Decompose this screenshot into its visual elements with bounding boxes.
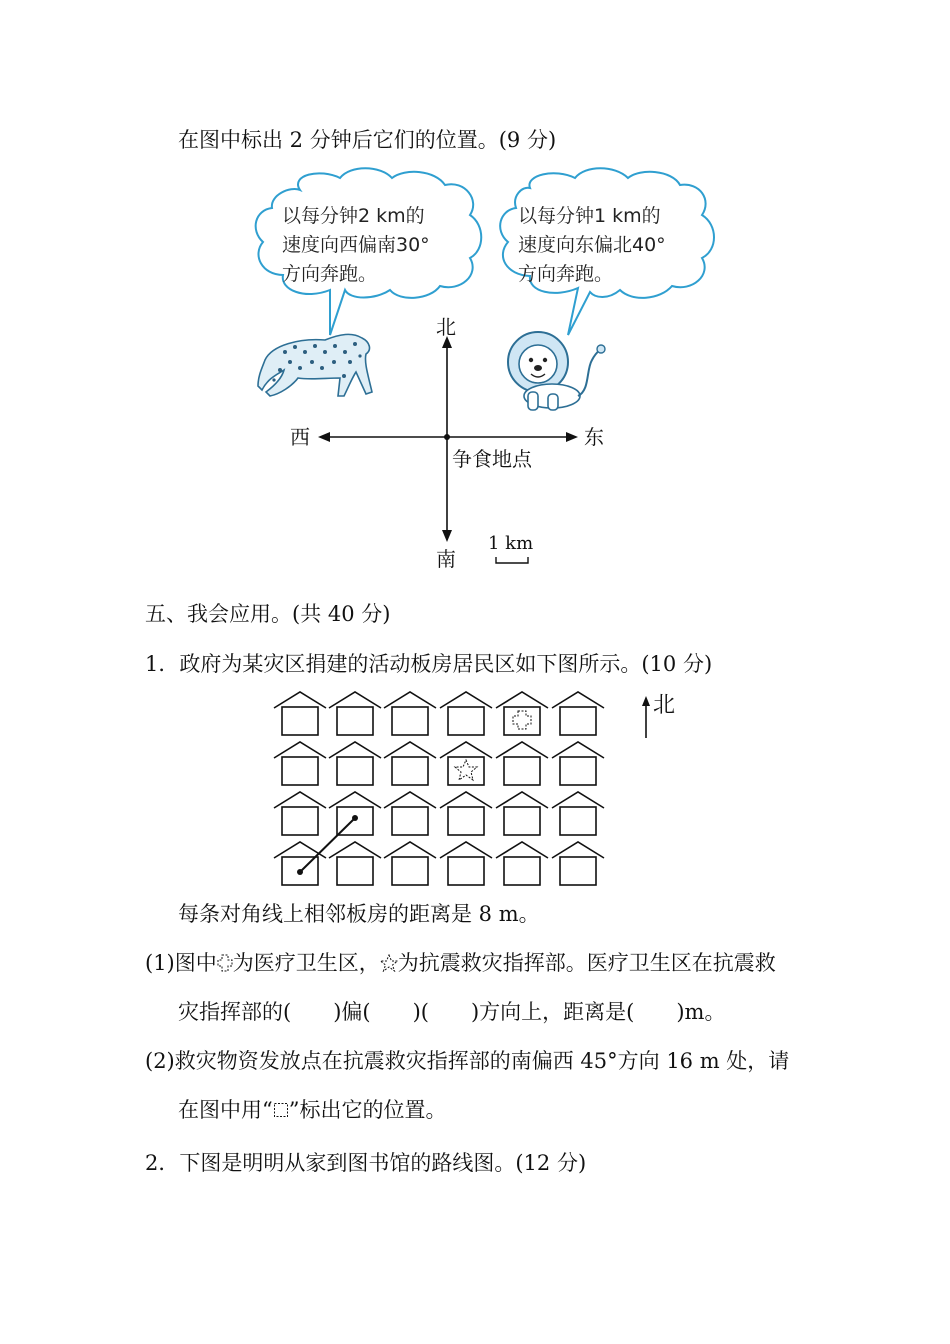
diagonal-example-line <box>300 818 355 872</box>
q1-sub2-part2: ”标出它的位置。 <box>288 1098 447 1122</box>
leopard-bubble-line1: 以每分钟2 km的 <box>282 205 425 227</box>
west-arrow-head <box>318 432 330 442</box>
q1-sub2-line2 <box>178 1096 447 1124</box>
medical-cross-icon <box>513 711 531 729</box>
origin-label: 争食地点 <box>452 447 532 471</box>
lion-bubble-line3: 方向奔跑。 <box>518 263 614 285</box>
q1-sub1-part1: (1)图中 <box>145 951 217 975</box>
lion-bubble-line1: 以每分钟1 km的 <box>518 205 661 227</box>
intro-instruction: 在图中标出 2 分钟后它们的位置。(9 分) <box>178 128 557 152</box>
grid-north-label: 北 <box>653 693 676 718</box>
scale-label: 1 km <box>488 533 534 554</box>
q1-sub1-part3: 为抗震救灾指挥部。医疗卫生区在抗震救 <box>397 951 776 975</box>
north-label: 北 <box>436 315 456 339</box>
q1-sub1-line1 <box>145 949 776 977</box>
star-icon <box>380 954 398 972</box>
south-arrow-head <box>442 530 452 542</box>
south-label: 南 <box>436 547 456 571</box>
lion-bubble-line2: 速度向东偏北40° <box>518 234 666 256</box>
east-arrow-head <box>566 432 578 442</box>
medical-cross-icon <box>217 954 233 972</box>
diagonal-start-point <box>352 815 358 821</box>
q1-sub2-line1: (2)救灾物资发放点在抗震救灾指挥部的南偏西 45°方向 16 m 处，请 <box>145 1049 790 1073</box>
q1-stem: 1．政府为某灾区捐建的活动板房居民区如下图所示。(10 分) <box>145 652 713 676</box>
scale-bar <box>496 557 528 563</box>
section5-title: 五、我会应用。(共 40 分) <box>145 602 391 626</box>
leopard-bubble-line3: 方向奔跑。 <box>282 263 378 285</box>
q2-stem: 2．下图是明明从家到图书馆的路线图。(12 分) <box>145 1151 587 1175</box>
q1-note: 每条对角线上相邻板房的距离是 8 m。 <box>178 902 540 926</box>
q1-sub1-line2: 灾指挥部的( )偏( )( )方向上，距离是( )m。 <box>178 1000 726 1024</box>
leopard-bubble-line2: 速度向西偏南30° <box>282 234 430 256</box>
origin-point <box>444 434 450 440</box>
diagonal-end-point <box>297 869 303 875</box>
q1-sub1-part2: 为医疗卫生区， <box>232 951 380 975</box>
east-label: 东 <box>584 425 604 449</box>
command-star-icon <box>455 760 477 780</box>
west-label: 西 <box>290 425 310 449</box>
q1-sub2-part1: 在图中用“ <box>178 1098 273 1122</box>
lion-icon <box>508 332 605 410</box>
dotted-square-icon <box>273 1102 289 1118</box>
grid-north-arrow-head <box>642 696 650 706</box>
leopard-icon <box>258 334 372 396</box>
compass-diagram <box>0 0 950 600</box>
